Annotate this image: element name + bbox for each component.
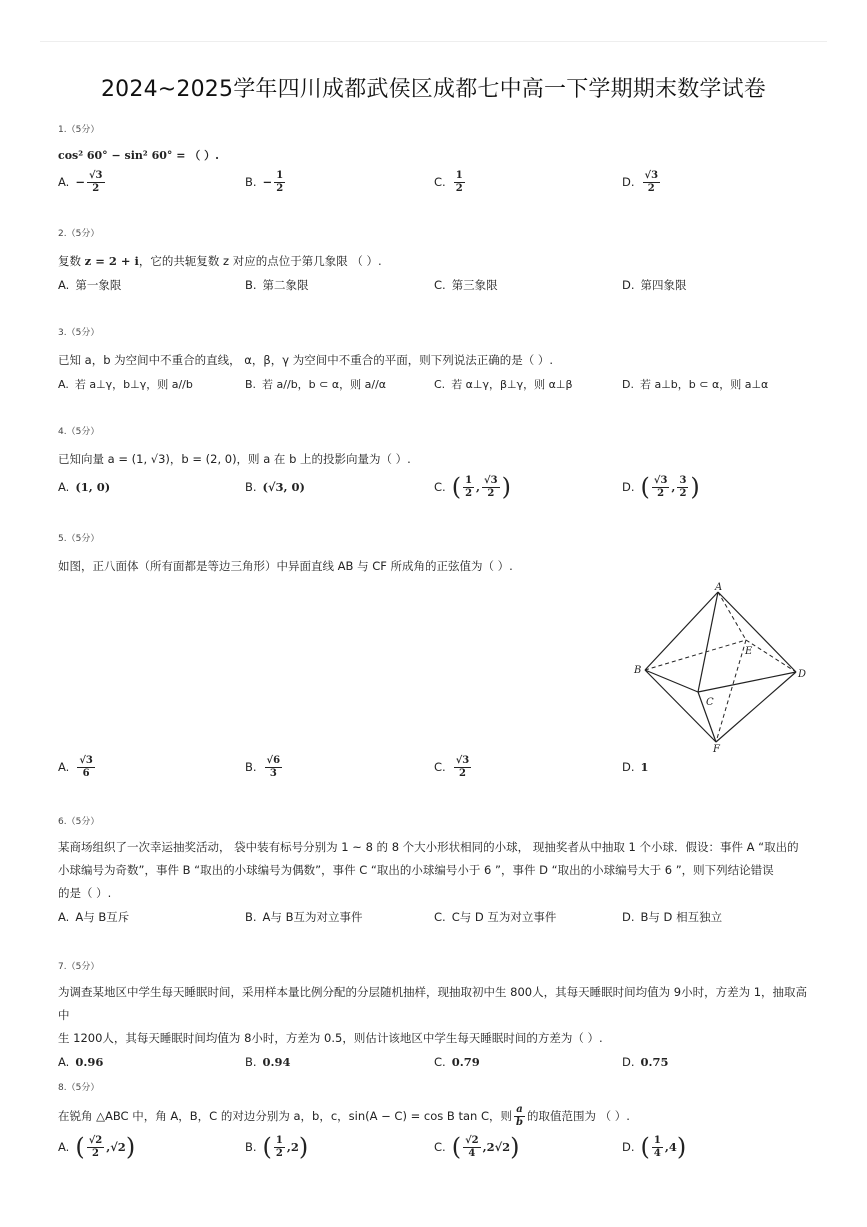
edge-df <box>716 672 796 742</box>
option-d[interactable]: D. ( $\frac{1}{4}$ , 4 ) <box>622 1133 687 1161</box>
option-a[interactable]: A. ( $\frac{√2}{2}$ , √2 ) <box>58 1133 136 1161</box>
edge-ac <box>698 592 718 692</box>
options <box>58 752 818 782</box>
fraction: $\frac{√3}{6}$ <box>79 754 93 779</box>
options <box>58 1129 818 1165</box>
question-stem: 在锐角 △ABC 中，角 A，B，C 的对边分别为 a，b，c，sin(A − C) = cos B tan C，则 $\frac{a}{b}$ 的取值范围为 （ ）. <box>58 1104 630 1128</box>
edge-ab <box>645 592 718 670</box>
option-b[interactable]: B. 第二象限 <box>245 278 309 292</box>
option-c[interactable]: C. ( $\frac{√2}{4}$ , 2√2 ) <box>434 1133 520 1161</box>
option-d[interactable]: D. 若 a⊥b，b ⊂ α，则 a⊥α <box>622 377 769 391</box>
question-7 <box>58 959 818 1074</box>
option-a[interactable]: A. − $\frac{√3}{2}$ <box>58 169 103 194</box>
options <box>58 471 818 503</box>
vertex-label-c: C <box>706 697 714 708</box>
question-number: 1.（5分） <box>58 125 100 135</box>
page-title: 2024~2025学年四川成都武侯区成都七中高一下学期期末数学试卷 <box>100 77 766 102</box>
option-a[interactable]: A. $\frac{√3}{6}$ <box>58 754 93 779</box>
question-number: 5.（5分） <box>58 534 100 544</box>
option-d[interactable]: D. 0.75 <box>622 1055 669 1069</box>
question-1 <box>58 122 818 197</box>
fraction: $\frac{1}{2}$ <box>275 1134 283 1159</box>
octahedron-figure <box>628 582 810 754</box>
fraction: $\frac{1}{2}$ <box>455 169 463 194</box>
option-a[interactable]: A. 0.96 <box>58 1055 104 1069</box>
question-stem: 复数 z = 2 + i，它的共轭复数 z 对应的点位于第几象限 （ ）. <box>58 254 382 268</box>
fraction: $\frac{√3}{2}$ <box>644 169 659 194</box>
option-d[interactable]: D. $\frac{√3}{2}$ <box>622 169 659 194</box>
option-c[interactable]: C. $\frac{√3}{2}$ <box>434 754 470 779</box>
top-divider <box>40 41 827 42</box>
option-d[interactable]: D. ( $\frac{√3}{2}$ , $\frac{3}{2}$ ) <box>622 473 700 501</box>
options <box>58 905 818 929</box>
question-3 <box>58 325 818 396</box>
edge-cd <box>698 672 796 692</box>
option-c[interactable]: C. 0.79 <box>434 1055 480 1069</box>
edge-be <box>645 640 746 670</box>
question-number: 7.（5分） <box>58 962 100 972</box>
options <box>58 167 818 197</box>
option-c[interactable]: C. ( $\frac{1}{2}$ , $\frac{√3}{2}$ ) <box>434 473 511 501</box>
option-c[interactable]: C. 若 α⊥γ，β⊥γ，则 α⊥β <box>434 377 573 391</box>
option-d[interactable]: D. 1 <box>622 760 649 774</box>
option-c[interactable]: C. C与 D 互为对立事件 <box>434 910 557 924</box>
fraction: $\frac{3}{2}$ <box>679 474 687 499</box>
edge-ef <box>716 640 746 742</box>
question-stem: 为调查某地区中学生每天睡眠时间，采用样本量比例分配的分层随机抽样，现抽取初中生 800人，其每天睡眠时间均值为 9小时，方差为 1，抽取高中 生 1200人，其每天睡眠时间均值为 8小时，方差为 0.5，则估计该地区中学生每天睡眠时间的方差为（ ）. <box>58 985 808 1045</box>
fraction: $\frac{√2}{2}$ <box>88 1134 103 1159</box>
option-b[interactable]: B. − $\frac{1}{2}$ <box>245 169 284 194</box>
option-a[interactable]: A. A与 B互斥 <box>58 910 130 924</box>
question-number: 3.（5分） <box>58 328 100 338</box>
option-b[interactable]: B. ( $\frac{1}{2}$ , 2 ) <box>245 1133 309 1161</box>
option-b[interactable]: B. A与 B互为对立事件 <box>245 910 363 924</box>
fraction: $\frac{√3}{2}$ <box>88 169 103 194</box>
vertex-label-e: E <box>745 646 753 657</box>
fraction: $\frac{√2}{4}$ <box>465 1134 479 1159</box>
fraction: $\frac{1}{2}$ <box>465 474 473 499</box>
options <box>58 1050 818 1074</box>
question-2 <box>58 226 818 297</box>
fraction: $\frac{√3}{2}$ <box>484 474 498 499</box>
option-b[interactable]: B. 0.94 <box>245 1055 291 1069</box>
option-d[interactable]: D. B与 D 相互独立 <box>622 910 723 924</box>
option-a[interactable]: A. 若 a⊥γ，b⊥γ，则 a//b <box>58 377 193 391</box>
fraction: $\frac{√6}{3}$ <box>266 754 281 779</box>
edge-ed <box>746 640 796 672</box>
question-stem: 某商场组织了一次幸运抽奖活动， 袋中装有标号分别为 1 ~ 8 的 8 个大小形状相同的小球， 现抽奖者从中抽取 1 个小球．假设：事件 A “取出的 小球编号为奇数”，事件 B “取出的小球编号为偶数”，事件 C “取出的小球编号小于 6 ”，事件 D “取出的小球编号大于 6 ”，则下列结论错误 的是（ ）. <box>58 840 799 900</box>
option-b[interactable]: B. 若 a//b，b ⊂ α，则 a//α <box>245 377 387 391</box>
option-a[interactable]: A. 第一象限 <box>58 278 122 292</box>
option-a[interactable]: A. (1, 0) <box>58 480 111 494</box>
question-stem: cos² 60° − sin² 60° = （ ）. <box>58 149 219 162</box>
question-number: 4.（5分） <box>58 427 100 437</box>
question-stem: 已知向量 a = (1, √3)，b = (2, 0)，则 a 在 b 上的投影向量为（ ）. <box>58 452 411 466</box>
question-8 <box>58 1080 818 1165</box>
question-stem: 如图，正八面体（所有面都是等边三角形）中异面直线 AB 与 CF 所成角的正弦值为（ ）. <box>58 559 513 573</box>
option-b[interactable]: B. $\frac{√6}{3}$ <box>245 754 281 779</box>
options <box>58 273 818 297</box>
question-5 <box>58 531 818 578</box>
options <box>58 372 818 396</box>
option-c[interactable]: C. 第三象限 <box>434 278 498 292</box>
question-stem: 已知 a，b 为空间中不重合的直线， α，β，γ 为空间中不重合的平面，则下列说法正确的是（ ）. <box>58 353 554 367</box>
vertex-label-a: A <box>715 582 723 593</box>
question-6 <box>58 814 818 929</box>
vertex-label-b: B <box>634 665 642 676</box>
option-b[interactable]: B. (√3, 0) <box>245 480 305 494</box>
option-c[interactable]: C. $\frac{1}{2}$ <box>434 169 463 194</box>
fraction: $\frac{√3}{2}$ <box>455 754 470 779</box>
question-4 <box>58 424 818 503</box>
fraction: $\frac{1}{4}$ <box>653 1134 661 1159</box>
edge-bc <box>645 670 698 692</box>
vertex-label-f: F <box>713 744 720 754</box>
fraction: $\frac{√3}{2}$ <box>653 474 668 499</box>
question-number: 6.（5分） <box>58 817 100 827</box>
question-5-options <box>58 752 818 782</box>
vertex-label-d: D <box>798 669 807 680</box>
question-number: 2.（5分） <box>58 229 100 239</box>
edge-ad <box>718 592 796 672</box>
fraction: $\frac{a}{b}$ <box>515 1104 523 1128</box>
option-d[interactable]: D. 第四象限 <box>622 278 687 292</box>
question-number: 8.（5分） <box>58 1083 100 1093</box>
fraction: $\frac{1}{2}$ <box>276 169 284 194</box>
